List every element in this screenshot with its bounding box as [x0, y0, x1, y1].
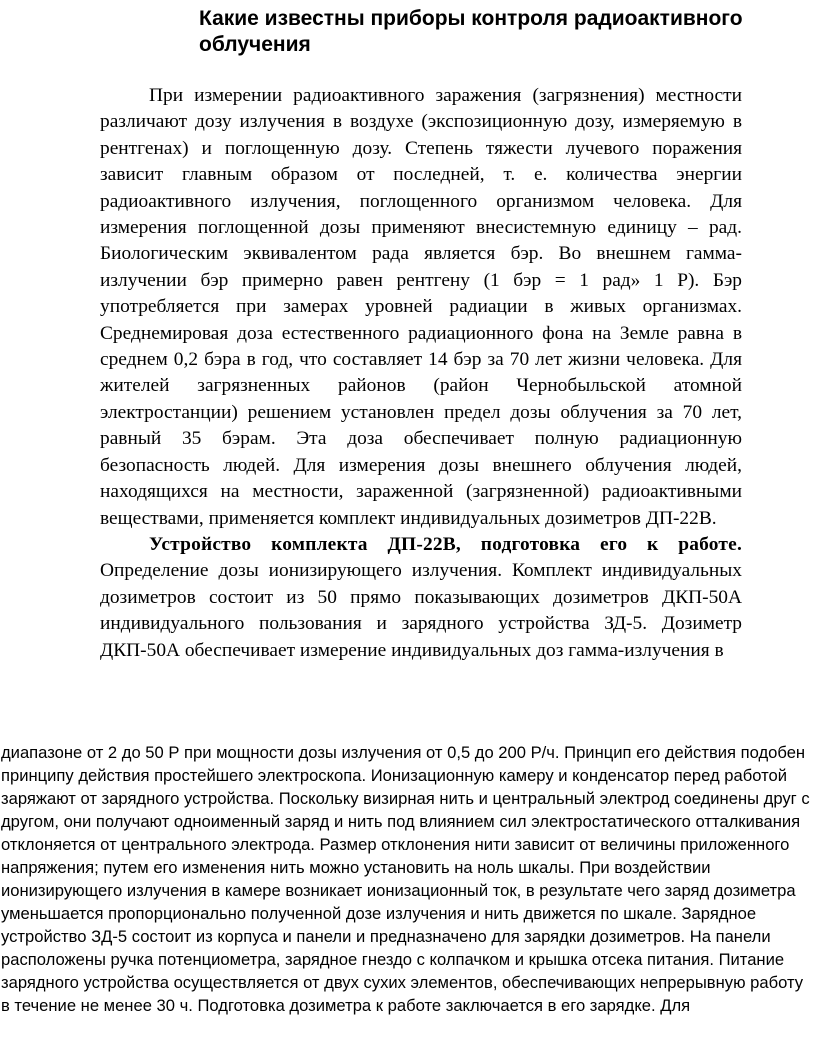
paragraph-radiation-dose: При измерении радиоактивного заражения (загрязнения) местности различают дозу излучения в воздухе (экспозиционную дозу, измеряемую в рентгенах) и поглощенную дозу. Степень тяжести лучевого поражения зависит главным образом от последней, т. е. количества энергии радиоактивного излучения, поглощенного организмом человека. Для измерения поглощенной дозы применяют внесистемную единицу – рад. Биологическим эквивалентом рада является бэр. Во внешнем гамма-излучении бэр примерно равен рентгену (1 бэр = 1 рад» 1 Р). Бэр употребляется при замерах уровней радиации в живых организмах. Среднемировая доза естественного радиационного фона на Земле равна в среднем 0,2 бэра в год, что составляет 14 бэр за 70 лет жизни человека. Для жителей загрязненных районов (район Чернобыльской атомной электростанции) решением установлен предел дозы облучения за 70 лет, равный 35 бэрам. Эта доза обеспечивает полную радиационную безопасность людей. Для измерения дозы внешнего облучения людей, находящихся на местности, зараженной (загрязненной) радиоактивными веществами, применяется комплект индивидуальных дозиметров ДП-22В.	[100, 85, 742, 529]
page-title: Какие известны приборы контроля радиоактивного облучения	[199, 7, 743, 56]
paragraph-continuation: диапазоне от 2 до 50 Р при мощности дозы излучения от 0,5 до 200 Р/ч. Принцип его действия подобен принципу действия простейшего электроскопа. Ионизационную камеру и конденсатор перед работой заряжают от зарядного устройства. Поскольку визирная нить и центральный электрод соединены друг с другом, они получают одноименный заряд и нить под влиянием сил электростатического отталкивания отклоняется от центрального электрода. Размер отклонения нити зависит от величины приложенного напряжения; путем его изменения нить можно установить на ноль шкалы. При воздействии ионизирующего излучения в камере возникает ионизационный ток, в результате чего заряд дозиметра уменьшается пропорционально полученной дозе излучения и нить движется по шкале. Зарядное устройство ЗД-5 состоит из корпуса и панели и предназначено для зарядки дозиметров. На панели расположены ручка потенциометра, зарядное гнездо с колпачком и крышка отсека питания. Питание зарядного устройства осуществляется от двух сухих элементов, обеспечивающих непрерывную работу в течение не менее 30 ч. Подготовка дозиметра к работе заключается в его зарядке. Для	[1, 743, 810, 1015]
paragraph-dp22v-device	[100, 532, 742, 664]
paragraph-dp22v-text: Определение дозы ионизирующего излучения. Комплект индивидуальных дозиметров состоит из 50 прямо показывающих дозиметров ДКП-50А индивидуального пользования и зарядного устройства ЗД-5. Дозиметр ДКП-50А обеспечивает измерение индивидуальных доз гамма-излучения в	[100, 560, 742, 661]
main-text-block	[100, 83, 742, 664]
section-heading: Устройство комплекта ДП-22В, подготовка его к работе.	[149, 533, 742, 555]
